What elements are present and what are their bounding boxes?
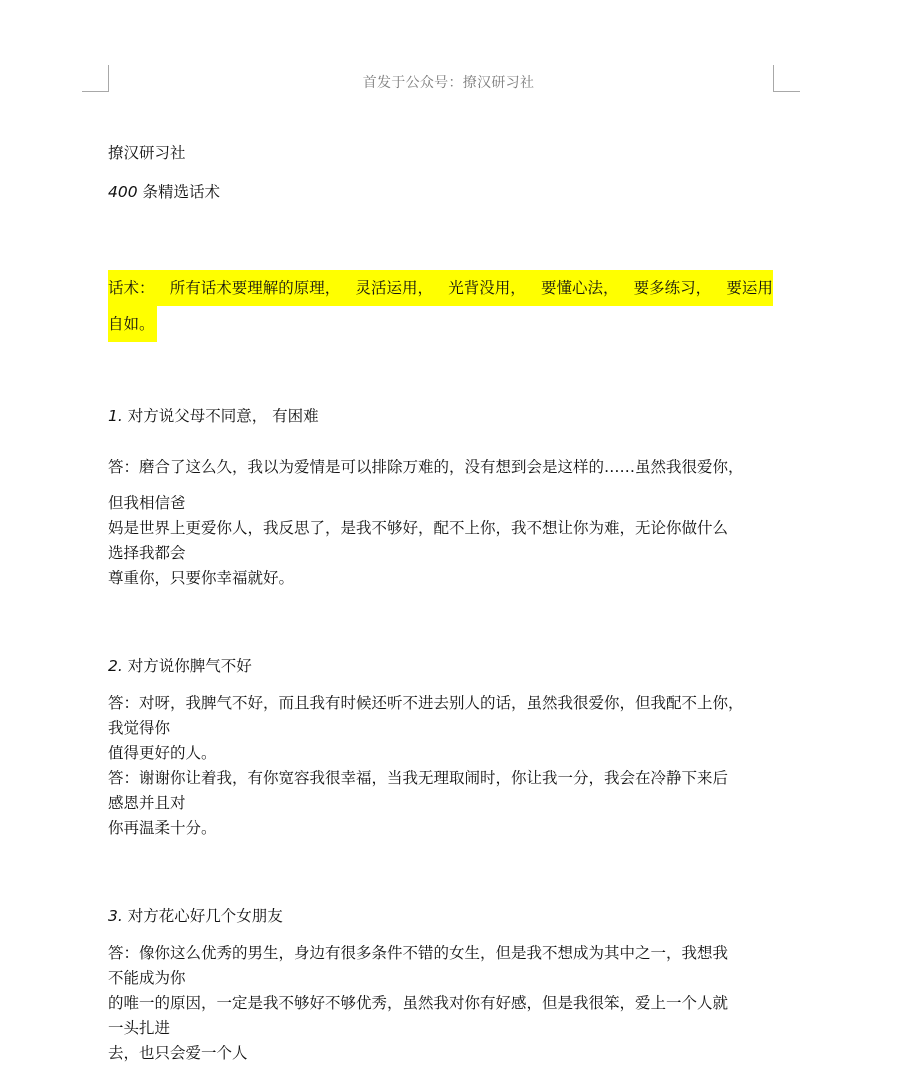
highlight-segment: 光背没用，	[448, 279, 526, 297]
section-number: 1.	[108, 407, 123, 425]
section-title: 对方说父母不同意， 有困难	[127, 407, 319, 425]
section-heading	[108, 405, 319, 427]
answer-line: 答：像你这么优秀的男生，身边有很多条件不错的女生，但是我不想成为其中之一，我想我	[108, 944, 729, 962]
brand-title: 撩汉研习社	[108, 144, 186, 162]
answer-line: 答：磨合了这么久，我以为爱情是可以排除万难的，没有想到会是这样的……虽然我很爱你，	[108, 458, 744, 476]
highlight-segment: 要懂心法，	[540, 279, 619, 297]
highlight-segment: 所有话术要理解的原理，	[169, 279, 341, 297]
highlight-segment: 话术：	[108, 279, 155, 297]
answer-line: 一头扎进	[108, 1019, 171, 1037]
answer-line: 但我相信爸	[108, 494, 186, 512]
answer-line: 的唯一的原因，一定是我不够好不够优秀，虽然我对你有好感，但是我很笨，爱上一个人就	[108, 994, 729, 1012]
section-number: 2.	[108, 657, 123, 675]
section-number: 3.	[108, 907, 123, 925]
subtitle-text: 条精选话术	[142, 183, 221, 201]
answer-line: 不能成为你	[108, 969, 186, 987]
answer-line: 去，也只会爱一个人	[108, 1044, 248, 1062]
doc-subtitle	[108, 181, 220, 203]
section-heading	[108, 905, 283, 927]
section-heading	[108, 655, 252, 677]
section-title: 对方花心好几个女朋友	[127, 907, 283, 925]
highlight-segment: 要多练习，	[633, 279, 712, 297]
answer-line: 妈是世界上更爱你人，我反思了，是我不够好，配不上你，我不想让你为难，无论你做什么	[108, 519, 729, 537]
answer-line: 选择我都会	[108, 544, 186, 562]
highlight-line-2: 自如。	[108, 306, 157, 342]
answer-line: 值得更好的人。	[108, 744, 217, 762]
answer-line: 感恩并且对	[108, 794, 186, 812]
subtitle-number: 400	[108, 183, 138, 201]
section-title: 对方说你脾气不好	[127, 657, 252, 675]
answer-line: 我觉得你	[108, 719, 171, 737]
answer-line: 尊重你，只要你幸福就好。	[108, 569, 295, 587]
highlight-segment: 要运用	[726, 279, 773, 297]
answer-line: 答：对呀，我脾气不好，而且我有时候还听不进去别人的话，虽然我很爱你，但我配不上你，	[108, 694, 744, 712]
answer-line: 你再温柔十分。	[108, 819, 217, 837]
page-header: 首发于公众号：撩汉研习社	[362, 75, 535, 91]
highlight-segment: 灵活运用，	[355, 279, 433, 297]
answer-line: 答：谢谢你让着我，有你宽容我很幸福，当我无理取闹时，你让我一分，我会在冷静下来后	[108, 769, 729, 787]
highlight-line-1	[108, 270, 773, 306]
